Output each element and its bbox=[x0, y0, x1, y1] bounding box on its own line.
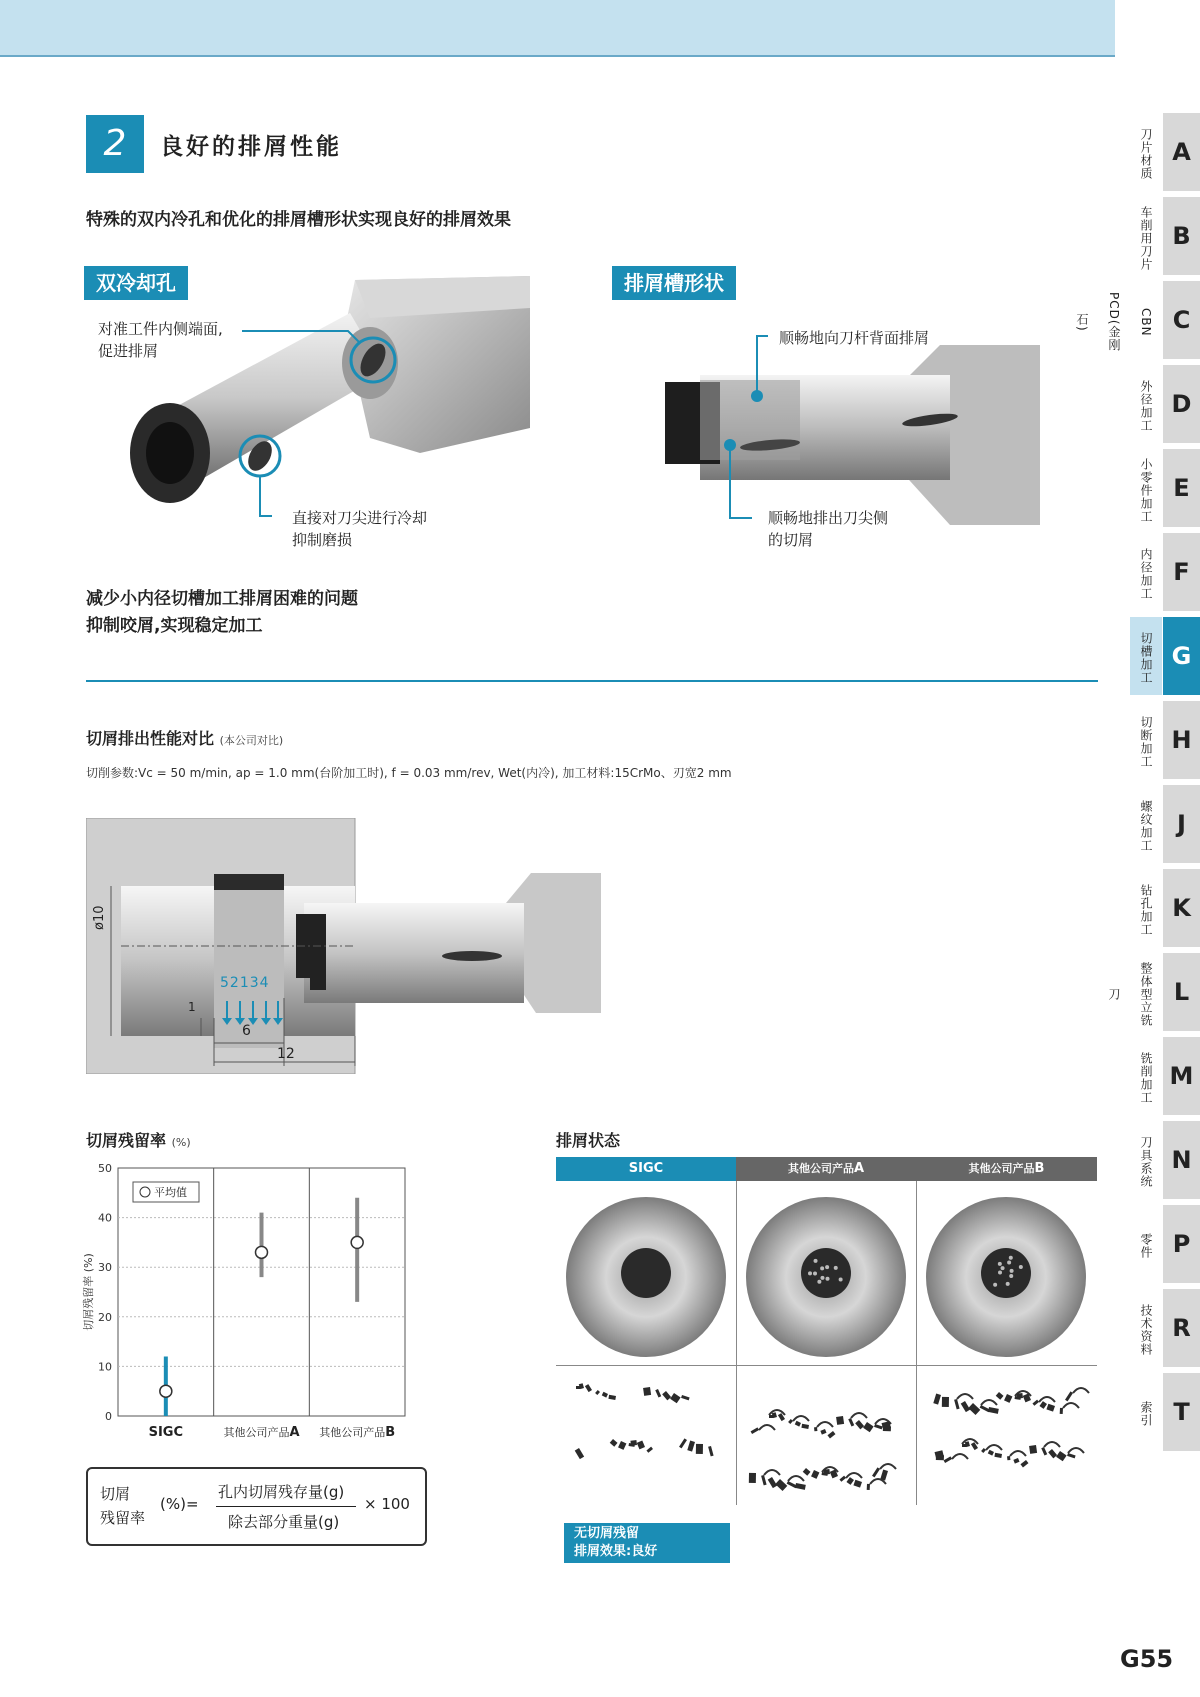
chip-fragment bbox=[988, 1407, 999, 1414]
chip-fragment bbox=[1060, 1408, 1063, 1414]
chip-fragment bbox=[608, 1395, 616, 1400]
tab-letter: N bbox=[1163, 1121, 1200, 1199]
tab-letter: G bbox=[1163, 617, 1200, 695]
chip-groove-illustration bbox=[660, 330, 1050, 530]
chart-ytick-label: 10 bbox=[98, 1360, 112, 1374]
chip-groove-tag: 排屑槽形状 bbox=[612, 266, 736, 300]
chart-ytick-label: 0 bbox=[105, 1410, 112, 1423]
callout-coolant-top: 对准工件内侧端面, 促进排屑 bbox=[98, 320, 223, 360]
chip-fragment bbox=[846, 1477, 854, 1485]
chip-fragment bbox=[687, 1441, 695, 1452]
top-banner bbox=[0, 0, 1115, 57]
chip-fragment bbox=[1020, 1460, 1028, 1467]
tab-label: 切槽加工 bbox=[1130, 617, 1162, 695]
residual-chip bbox=[998, 1271, 1002, 1275]
section-lead: 特殊的双内冷孔和优化的排屑槽形状实现良好的排屑效果 bbox=[86, 210, 511, 230]
chip-curl bbox=[962, 1439, 978, 1444]
chart-ytick-label: 50 bbox=[98, 1162, 112, 1175]
chip-fragment bbox=[1032, 1400, 1039, 1406]
residual-chip bbox=[1009, 1274, 1013, 1278]
tab-h[interactable] bbox=[1130, 701, 1200, 779]
tab-b[interactable] bbox=[1130, 197, 1200, 275]
residual-chart-title: 切屑残留率 (%) bbox=[86, 1131, 191, 1150]
tab-letter: L bbox=[1163, 953, 1200, 1031]
chip-curl bbox=[1044, 1442, 1060, 1447]
chip-fragment bbox=[1041, 1447, 1047, 1456]
diagram-dim-12: 12 bbox=[277, 1046, 295, 1062]
residual-chip bbox=[1006, 1282, 1010, 1286]
coolant-holes-tag: 双冷却孔 bbox=[84, 266, 188, 300]
tab-letter: C bbox=[1163, 281, 1200, 359]
chip-fragment bbox=[803, 1468, 811, 1476]
residual-chip bbox=[826, 1277, 830, 1281]
chip-fragment bbox=[1065, 1391, 1073, 1401]
chip-fragment bbox=[655, 1389, 661, 1398]
page-number: G55 bbox=[1120, 1645, 1174, 1673]
chip-fragment bbox=[827, 1431, 835, 1438]
chip-fragment bbox=[954, 1399, 959, 1409]
tab-label: 零件 bbox=[1139, 1233, 1153, 1259]
residual-chip bbox=[813, 1271, 817, 1275]
tab-t[interactable] bbox=[1130, 1373, 1200, 1451]
tab-k[interactable] bbox=[1130, 869, 1200, 947]
chip-fragment bbox=[1029, 1445, 1037, 1454]
chip-curl bbox=[986, 1445, 1002, 1450]
chip-fragment bbox=[820, 1429, 826, 1435]
chip-fragment bbox=[855, 1420, 864, 1429]
tab-letter: B bbox=[1163, 197, 1200, 275]
chip-fragment bbox=[1067, 1453, 1076, 1458]
chip-curl bbox=[759, 1425, 775, 1430]
chip-fragment bbox=[839, 1476, 846, 1482]
chart-ytick-label: 40 bbox=[98, 1211, 112, 1225]
chip-fragment bbox=[1056, 1451, 1067, 1461]
tab-l[interactable] bbox=[1107, 953, 1200, 1031]
chip-fragment bbox=[944, 1456, 952, 1463]
tab-label: 技术资料 bbox=[1139, 1304, 1153, 1356]
chip-fragment bbox=[836, 1416, 844, 1425]
chip-fragment bbox=[602, 1392, 608, 1398]
chip-fragment bbox=[933, 1394, 941, 1405]
chip-curl bbox=[1063, 1403, 1079, 1408]
tab-label: 切断加工 bbox=[1139, 716, 1153, 768]
chip-curl bbox=[788, 1476, 804, 1481]
tab-letter: M bbox=[1163, 1037, 1200, 1115]
chip-fragment bbox=[610, 1439, 618, 1447]
tab-label: 索引 bbox=[1139, 1401, 1153, 1427]
tab-d[interactable] bbox=[1130, 365, 1200, 443]
residual-chart bbox=[80, 1158, 440, 1448]
chip-header-company-a: 其他公司产品A bbox=[736, 1157, 916, 1181]
tab-f[interactable] bbox=[1130, 533, 1200, 611]
tab-label: 车削用刀片 bbox=[1139, 205, 1153, 271]
tab-letter: P bbox=[1163, 1205, 1200, 1283]
chart-ytick-label: 30 bbox=[98, 1261, 112, 1275]
chip-fragment bbox=[670, 1393, 681, 1403]
chart-category-label: SIGC bbox=[148, 1425, 184, 1440]
chip-fragment bbox=[751, 1427, 759, 1434]
tab-p[interactable] bbox=[1130, 1205, 1200, 1283]
chip-fragment bbox=[788, 1419, 793, 1424]
tab-r[interactable] bbox=[1130, 1289, 1200, 1367]
callout-groove-bottom: 顺畅地排出刀尖侧 的切屑 bbox=[768, 509, 889, 549]
tab-c[interactable] bbox=[1075, 281, 1200, 359]
diagram-dim-6: 6 bbox=[242, 1023, 251, 1039]
chip-fragment bbox=[1013, 1458, 1019, 1464]
callout-coolant-bottom: 直接对刀尖进行冷却 抑制磨损 bbox=[292, 509, 428, 549]
chip-fragment bbox=[1007, 1456, 1010, 1460]
chart-plot-area bbox=[118, 1168, 405, 1416]
tab-label: 刀具系统 bbox=[1139, 1136, 1153, 1188]
chart-legend-marker bbox=[140, 1187, 150, 1197]
chip-fragment bbox=[801, 1424, 809, 1429]
residual-chip bbox=[820, 1266, 824, 1270]
chip-curl bbox=[981, 1400, 997, 1405]
chip-fragment bbox=[981, 1448, 986, 1453]
tab-letter: F bbox=[1163, 533, 1200, 611]
chip-fragment bbox=[595, 1390, 600, 1395]
residual-formula: 切屑 残留率 (%)= 孔内切屑残存量(g) 除去部分重量(g) × 100 bbox=[86, 1467, 427, 1546]
chip-curl bbox=[1010, 1451, 1026, 1456]
chip-state-title: 排屑状态 bbox=[556, 1131, 621, 1150]
tab-letter: T bbox=[1163, 1373, 1200, 1451]
chip-fragment bbox=[1016, 1393, 1023, 1399]
residual-chip bbox=[834, 1266, 838, 1270]
chip-fragment bbox=[775, 1479, 787, 1491]
residual-chip bbox=[817, 1280, 821, 1284]
chip-fragment bbox=[630, 1440, 637, 1446]
chip-fragment bbox=[968, 1403, 980, 1415]
chip-curl bbox=[846, 1473, 862, 1478]
residual-chip bbox=[839, 1277, 843, 1281]
tab-label: 内径加工 bbox=[1139, 548, 1153, 600]
tab-label: 外径加工 bbox=[1139, 380, 1153, 432]
chip-fragment bbox=[988, 1450, 994, 1456]
chip-fragment bbox=[681, 1395, 690, 1400]
chip-fragment bbox=[696, 1444, 703, 1454]
tab-letter: J bbox=[1163, 785, 1200, 863]
chip-fragment bbox=[795, 1421, 801, 1427]
chip-fragment bbox=[708, 1446, 713, 1456]
chip-fragment bbox=[1046, 1404, 1055, 1412]
tab-n[interactable] bbox=[1130, 1121, 1200, 1199]
chip-curl bbox=[1039, 1397, 1055, 1402]
tab-j[interactable] bbox=[1130, 785, 1200, 863]
residual-chip bbox=[814, 1259, 818, 1263]
chip-fragment bbox=[761, 1475, 766, 1485]
tab-label: 小零件加工 bbox=[1139, 457, 1153, 523]
workpiece-bore bbox=[621, 1248, 671, 1298]
chip-fragment bbox=[996, 1392, 1004, 1400]
residual-chip bbox=[1001, 1266, 1005, 1270]
tab-label: CBN PCD(金刚石) bbox=[1075, 292, 1153, 352]
comparison-title: 切屑排出性能对比 (本公司对比) bbox=[86, 729, 284, 748]
chip-curl bbox=[957, 1394, 973, 1399]
chip-fragment bbox=[848, 1418, 854, 1427]
chip-fragment bbox=[874, 1424, 883, 1429]
chip-fragment bbox=[1004, 1394, 1012, 1403]
residual-chip bbox=[998, 1262, 1002, 1266]
chip-fragment bbox=[637, 1441, 645, 1450]
section-number: 2 bbox=[86, 115, 144, 173]
tab-m[interactable] bbox=[1130, 1037, 1200, 1115]
chart-category-label: 其他公司产品A bbox=[223, 1425, 300, 1440]
chip-fragment bbox=[662, 1391, 671, 1400]
chip-fragment bbox=[994, 1453, 1002, 1458]
cutting-parameters: 切削参数:Vc = 50 m/min, ap = 1.0 mm(台阶加工时), f = 0.03 mm/rev, Wet(内冷), 加工材料:15CrMo、刃宽2 mm bbox=[86, 766, 732, 780]
chip-curl bbox=[952, 1454, 968, 1459]
chip-fragment bbox=[575, 1448, 584, 1459]
chip-curl bbox=[1068, 1448, 1084, 1453]
tab-e[interactable] bbox=[1130, 449, 1200, 527]
chart-ylabel: 切屑残留率 (%) bbox=[82, 1253, 95, 1331]
diagram-sequence: 52134 bbox=[220, 975, 270, 991]
chip-fragment bbox=[961, 1401, 970, 1412]
chip-fragment bbox=[811, 1470, 819, 1479]
chart-category-label: 其他公司产品B bbox=[319, 1425, 396, 1440]
workpiece-bore bbox=[981, 1248, 1031, 1298]
chip-fragment bbox=[1048, 1449, 1057, 1458]
section-divider bbox=[86, 680, 1098, 682]
chip-fragment bbox=[749, 1473, 756, 1483]
residual-chip bbox=[1007, 1260, 1011, 1264]
tab-a[interactable] bbox=[1130, 113, 1200, 191]
chip-header-sigc: SIGC bbox=[556, 1157, 736, 1181]
tab-label: 刀片材质 bbox=[1139, 128, 1153, 180]
chip-curl bbox=[793, 1416, 809, 1421]
chip-curl bbox=[769, 1410, 785, 1415]
section-title: 良好的排屑性能 bbox=[160, 134, 342, 160]
tab-letter: D bbox=[1163, 365, 1200, 443]
residual-chip bbox=[1009, 1256, 1013, 1260]
chart-mean-point bbox=[351, 1236, 363, 1248]
chart-mean-point bbox=[160, 1385, 172, 1397]
tab-label: 铣削加工 bbox=[1139, 1052, 1153, 1104]
callout-groove-top: 顺畅地向刀杆背面排屑 bbox=[779, 329, 930, 347]
residual-chip bbox=[1010, 1269, 1014, 1273]
chip-fragment bbox=[795, 1483, 806, 1490]
chip-fragment bbox=[942, 1397, 949, 1407]
chip-photos bbox=[556, 1181, 1097, 1505]
chip-curl bbox=[851, 1413, 867, 1418]
residual-chip bbox=[1019, 1265, 1023, 1269]
coolant-holes-illustration bbox=[120, 268, 540, 533]
chart-legend-label: 平均值 bbox=[154, 1186, 187, 1199]
tab-g[interactable] bbox=[1130, 617, 1200, 695]
diagram-diameter: ø10 bbox=[92, 905, 107, 930]
chart-ytick-label: 20 bbox=[98, 1310, 112, 1324]
chip-fragment bbox=[1039, 1401, 1047, 1409]
tab-label: 钻孔加工 bbox=[1139, 884, 1153, 936]
chip-fragment bbox=[585, 1384, 592, 1392]
tab-letter: A bbox=[1163, 113, 1200, 191]
chip-fragment bbox=[867, 1484, 870, 1490]
chip-curl bbox=[764, 1470, 780, 1475]
chip-fragment bbox=[618, 1441, 626, 1450]
diagram-dim-1: 1 bbox=[188, 1000, 196, 1014]
chip-fragment bbox=[872, 1467, 880, 1477]
chip-header-company-b: 其他公司产品B bbox=[916, 1157, 1097, 1181]
tab-letter: E bbox=[1163, 449, 1200, 527]
residual-chip bbox=[993, 1283, 997, 1287]
summary-text: 减少小内径切槽加工排屑困难的问题 抑制咬屑,实现稳定加工 bbox=[86, 589, 358, 636]
chip-fragment bbox=[643, 1387, 651, 1396]
chip-curl bbox=[1073, 1388, 1089, 1393]
residual-chip bbox=[808, 1271, 812, 1275]
chip-fragment bbox=[768, 1477, 777, 1488]
tab-label: 螺纹加工 bbox=[1139, 800, 1153, 852]
residual-chip bbox=[825, 1265, 829, 1269]
fraction-line bbox=[216, 1506, 356, 1507]
chart-mean-point bbox=[256, 1246, 268, 1258]
chip-fragment bbox=[679, 1438, 687, 1448]
residual-chip bbox=[820, 1276, 824, 1280]
machining-diagram bbox=[86, 818, 606, 1074]
chip-fragment bbox=[863, 1422, 874, 1432]
chip-state-table bbox=[556, 1157, 1097, 1505]
chip-fragment bbox=[823, 1469, 830, 1475]
tab-letter: H bbox=[1163, 701, 1200, 779]
tab-letter: K bbox=[1163, 869, 1200, 947]
result-badge: 无切屑残留 排屑效果:良好 bbox=[564, 1523, 730, 1563]
tab-label: 整体型立铣刀 bbox=[1107, 961, 1153, 1027]
chip-curl bbox=[880, 1464, 896, 1469]
chip-fragment bbox=[853, 1480, 862, 1488]
chip-curl bbox=[817, 1422, 833, 1427]
chip-fragment bbox=[646, 1447, 653, 1453]
tab-letter: R bbox=[1163, 1289, 1200, 1367]
chip-fragment bbox=[814, 1427, 817, 1431]
